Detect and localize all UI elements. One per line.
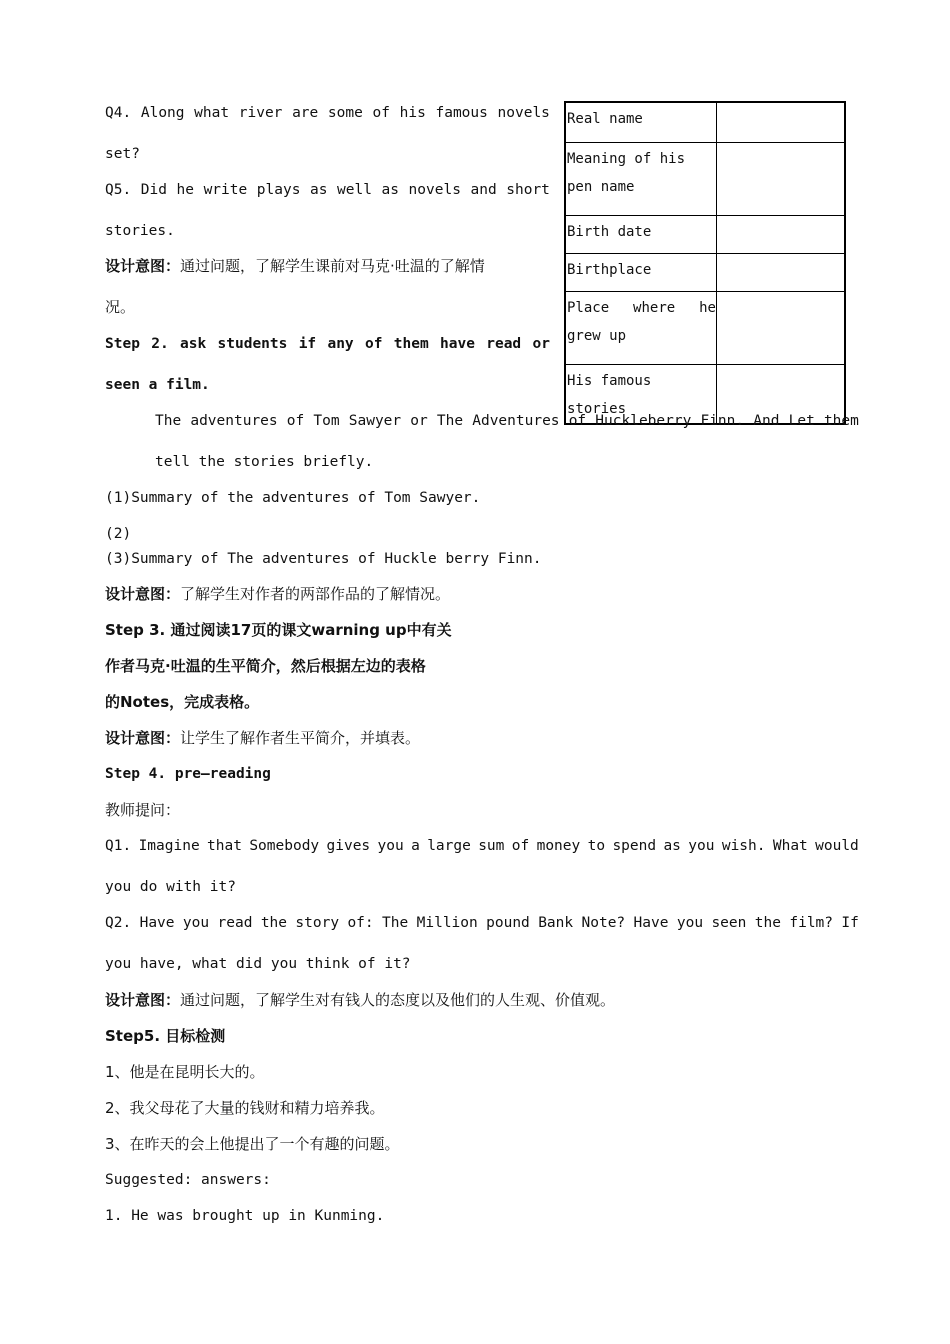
word: of	[364, 336, 383, 352]
word: plays	[256, 182, 301, 198]
word: to	[587, 838, 606, 854]
word: Step	[105, 336, 140, 352]
word: read	[217, 915, 253, 931]
q5-line2: stories.	[105, 223, 175, 239]
word: and	[470, 182, 497, 198]
word: Million	[416, 915, 478, 931]
intent-3-text: 让学生了解作者生平简介，并填表。	[180, 729, 421, 747]
table-row-value[interactable]	[716, 215, 845, 253]
word: of	[511, 838, 530, 854]
word: Let	[788, 413, 815, 429]
word: What	[772, 838, 808, 854]
word: Along	[140, 105, 185, 121]
word: write	[203, 182, 248, 198]
intent-3-label: 设计意图：	[105, 729, 181, 747]
word: are	[292, 105, 319, 121]
summary-3: (3)Summary of The adventures of Huckle berry Finn.	[105, 551, 542, 567]
word: as	[663, 838, 681, 854]
word: Sawyer	[348, 413, 402, 429]
teacher-questions-label: 教师提问：	[105, 801, 181, 819]
word: Q1.	[105, 838, 132, 854]
intent-2-text: 了解学生对作者的两部作品的了解情况。	[180, 585, 451, 603]
word: The	[436, 413, 464, 429]
translation-3: 3、在昨天的会上他提出了一个有趣的问题。	[105, 1135, 400, 1153]
word: them	[823, 413, 859, 429]
word: you	[377, 838, 404, 854]
word: Note?	[581, 915, 626, 931]
table-row-label: Place where he grew up	[565, 291, 716, 364]
word: that	[207, 838, 242, 854]
table-row-label: His famous stories	[565, 364, 716, 424]
word: some	[327, 105, 363, 121]
word: of:	[347, 915, 374, 931]
word: the	[754, 915, 781, 931]
word: the	[260, 915, 288, 931]
word: you	[688, 838, 715, 854]
word: read	[486, 336, 522, 352]
intent-1-text: 通过问题，了解学生课前对马克·吐温的了解情	[180, 257, 485, 275]
intent-1	[105, 257, 485, 275]
word: Q2.	[105, 915, 132, 931]
summary-1: (1)Summary of the adventures of Tom Sawyer.	[105, 490, 481, 506]
suggested-answers-label: Suggested: answers:	[105, 1172, 271, 1188]
answer-1: 1. He was brought up in Kunming.	[105, 1208, 385, 1224]
word: Q4.	[105, 105, 132, 121]
word: Huckleberry	[595, 413, 692, 429]
step3-line1: Step 3. 通过阅读17页的课文warning up中有关	[105, 621, 452, 639]
word: river	[238, 105, 283, 121]
q1-line1	[105, 837, 859, 855]
summary-2: (2)	[105, 526, 132, 542]
word: he	[176, 182, 194, 198]
word: or	[410, 413, 428, 429]
word: you	[182, 915, 210, 931]
adventures-line1	[155, 412, 859, 430]
word: a	[411, 838, 420, 854]
word: well	[337, 182, 372, 198]
word: adventures	[190, 413, 278, 429]
word: The	[155, 413, 182, 429]
table-row-label: Real name	[565, 102, 716, 142]
word: famous	[435, 105, 488, 121]
step2-line2: seen a film.	[105, 377, 210, 393]
intent-3	[105, 729, 420, 747]
q4-line1	[105, 104, 550, 122]
word: gives	[326, 838, 371, 854]
word: his	[399, 105, 426, 121]
word: novels	[408, 182, 461, 198]
word: sum	[478, 838, 505, 854]
word: Somebody	[249, 838, 320, 854]
intent-2	[105, 585, 450, 603]
q4-line2: set?	[105, 146, 140, 162]
table-row-value[interactable]	[716, 142, 845, 215]
word: And	[753, 413, 780, 429]
table-row-value[interactable]	[716, 102, 845, 142]
step2-line1	[105, 335, 550, 353]
word: of	[568, 413, 587, 429]
word: them	[393, 336, 429, 352]
word: Q5.	[105, 182, 132, 198]
translation-1: 1、他是在昆明长大的。	[105, 1063, 265, 1081]
table-row-label: Meaning of his pen name	[565, 142, 716, 215]
word: If	[841, 915, 859, 931]
word: if	[298, 336, 317, 352]
word: Imagine	[138, 838, 200, 854]
author-info-table	[564, 101, 846, 425]
word: you	[676, 915, 704, 931]
word: seen	[711, 915, 747, 931]
step4-heading: Step 4. pre—reading	[105, 766, 271, 782]
word: The	[382, 915, 409, 931]
word: Did	[140, 182, 167, 198]
intent-1-cont: 况。	[105, 298, 136, 316]
intent-2-label: 设计意图：	[105, 585, 181, 603]
word: short	[506, 182, 550, 198]
step5-heading: Step5. 目标检测	[105, 1027, 226, 1045]
table-row-label: Birthplace	[565, 253, 716, 291]
word: of	[372, 105, 390, 121]
word: Adventures	[472, 413, 560, 429]
word: wish.	[721, 838, 766, 854]
word: any	[327, 336, 354, 352]
word: money	[536, 838, 581, 854]
q2-line1	[105, 914, 859, 932]
word: students	[217, 336, 288, 352]
table-row-value[interactable]	[716, 291, 845, 364]
step3-line3: 的Notes，完成表格。	[105, 693, 260, 711]
word: Have	[633, 915, 669, 931]
step3-line2: 作者马克·吐温的生平简介，然后根据左边的表格	[105, 657, 426, 675]
table-row-value[interactable]	[716, 253, 845, 291]
word: 2.	[151, 336, 169, 352]
word: have	[440, 336, 475, 352]
word: large	[427, 838, 471, 854]
word: or	[532, 336, 550, 352]
word: of	[286, 413, 305, 429]
word: as	[310, 182, 328, 198]
adventures-line2: tell the stories briefly.	[155, 454, 374, 470]
word: ask	[180, 336, 207, 352]
q5-line1	[105, 181, 550, 199]
intent-4	[105, 991, 615, 1009]
word: novels	[497, 105, 550, 121]
word: would	[815, 838, 859, 854]
word: spend	[612, 838, 657, 854]
word: pound	[486, 915, 530, 931]
intent-4-label: 设计意图：	[105, 991, 181, 1009]
word: Finn.	[700, 413, 745, 429]
translation-2: 2、我父母花了大量的钱财和精力培养我。	[105, 1099, 385, 1117]
word: Bank	[538, 915, 574, 931]
intent-4-text: 通过问题，了解学生对有钱人的态度以及他们的人生观、价值观。	[180, 991, 616, 1009]
word: story	[295, 915, 340, 931]
word: Have	[139, 915, 175, 931]
q2-line2: you have, what did you think of it?	[105, 956, 411, 972]
word: as	[381, 182, 399, 198]
intent-1-label: 设计意图：	[105, 257, 181, 275]
word: film?	[789, 915, 834, 931]
q1-line2: you do with it?	[105, 879, 236, 895]
word: Tom	[313, 413, 340, 429]
table-row-label: Birth date	[565, 215, 716, 253]
word: what	[194, 105, 230, 121]
